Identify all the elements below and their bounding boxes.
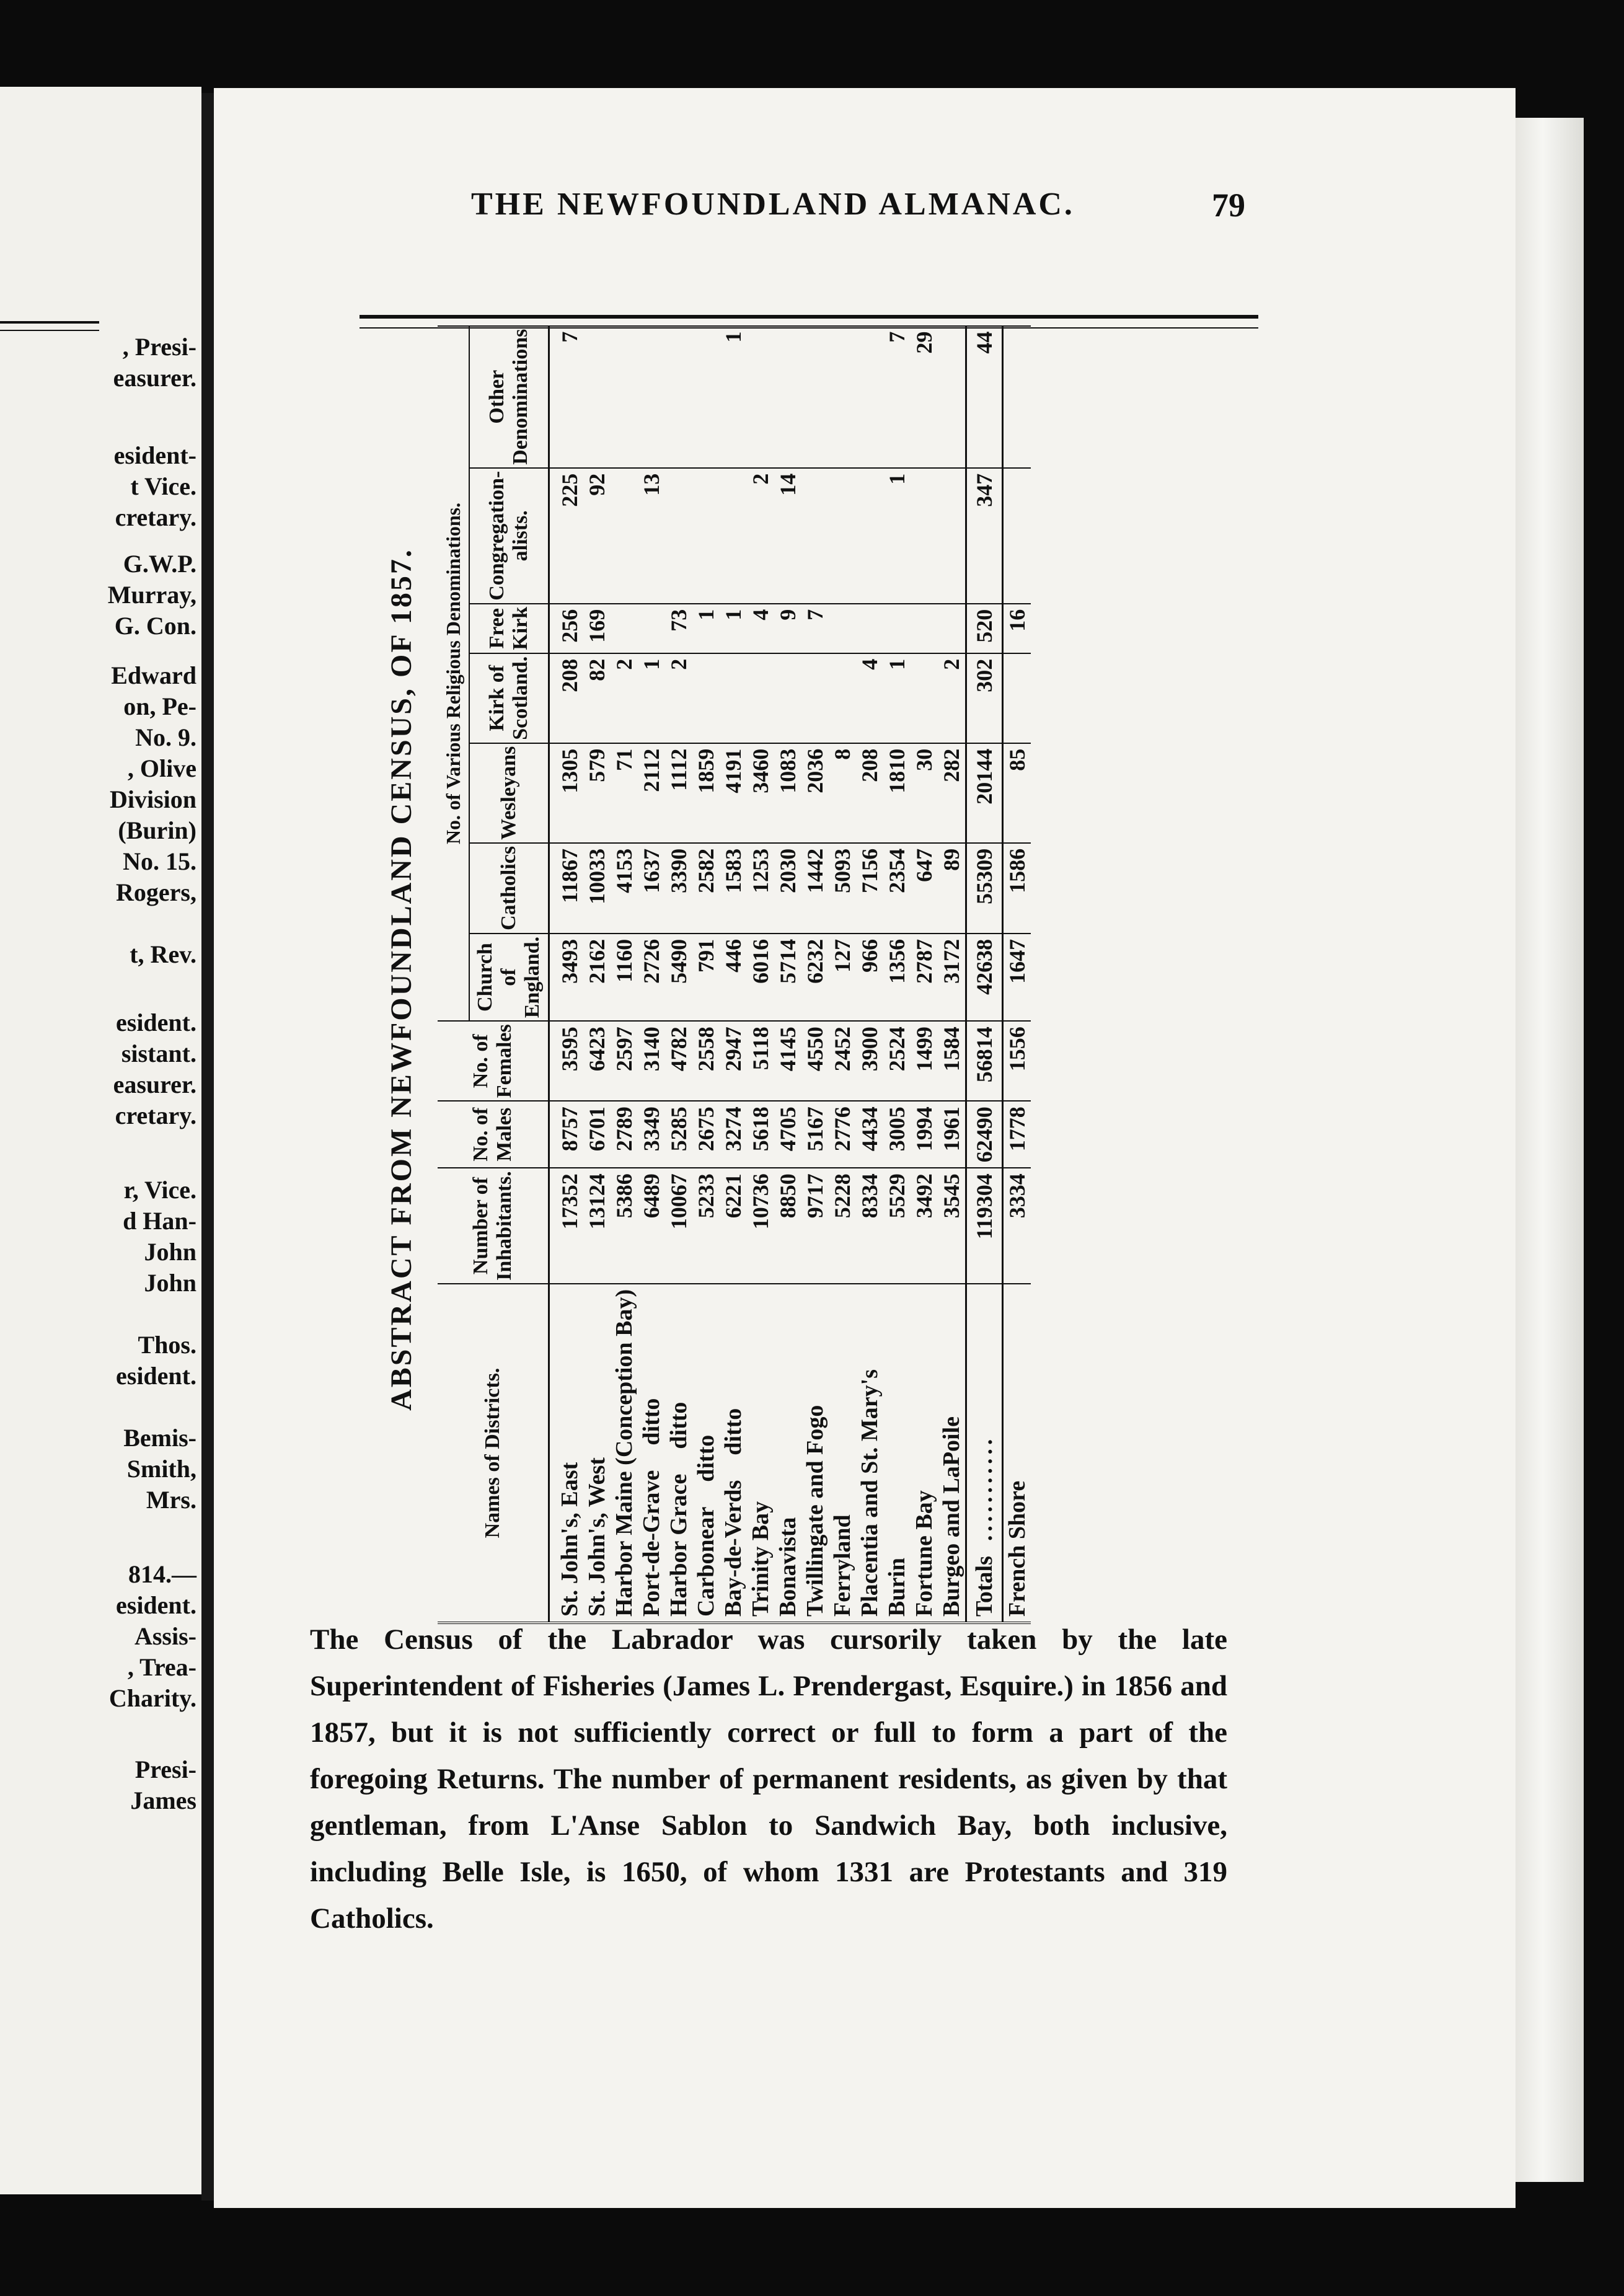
kirk-cell (801, 653, 829, 743)
census-table-rotated (384, 329, 1271, 1624)
kirk-cell (829, 653, 856, 743)
district-name: Ferryland (829, 1514, 855, 1617)
ditto-mark: ditto (693, 1434, 719, 1482)
congregationalists-cell: 13 (638, 468, 665, 604)
page-number: 79 (1212, 187, 1245, 224)
kirk-cell: 2 (665, 653, 692, 743)
district-name: Burgeo and LaPoile (938, 1416, 964, 1617)
females-cell: 1499 (911, 1021, 938, 1101)
catholics-cell: 1442 (801, 843, 829, 934)
inhabitants-cell: 5529 (883, 1168, 911, 1284)
left-page-fragment: esident. (116, 1591, 196, 1619)
district-name: Bay-de-Verds (720, 1480, 746, 1617)
females-cell: 4145 (774, 1021, 801, 1101)
females-cell: 6423 (583, 1021, 611, 1101)
table-title: ABSTRACT FROM NEWFOUNDLAND CENSUS, OF 1857. (385, 548, 418, 1411)
wesleyans-cell: 208 (856, 743, 883, 843)
col-header-congregationalists: Congregation-alists. (469, 468, 549, 604)
free-kirk-cell: 4 (747, 604, 774, 653)
catholics-cell: 1637 (638, 843, 665, 934)
left-page-fragment: (Burin) (118, 816, 196, 844)
district-name: Harbor Grace (666, 1473, 692, 1617)
district-row (856, 326, 883, 1623)
col-header-catholics: Catholics (469, 843, 549, 934)
district-row (665, 326, 692, 1623)
district-name-cell (583, 1284, 611, 1623)
inhabitants-cell: 3545 (938, 1168, 966, 1284)
free-kirk-cell (829, 604, 856, 653)
district-name: Placentia and St. Mary's (857, 1369, 883, 1617)
district-name-cell (966, 1284, 1003, 1623)
inhabitants-cell: 5386 (611, 1168, 638, 1284)
males-cell: 8757 (549, 1101, 584, 1168)
wesleyans-cell: 1810 (883, 743, 911, 843)
district-row (883, 326, 911, 1623)
district-name-cell (938, 1284, 966, 1623)
district-name: Port-de-Grave (638, 1470, 664, 1617)
catholics-cell: 1586 (1003, 843, 1031, 934)
catholics-cell: 55309 (966, 843, 1003, 934)
free-kirk-cell: 256 (549, 604, 584, 653)
other-denominations-cell: 44 (966, 326, 1003, 468)
left-page-fragment: d Han- (123, 1207, 196, 1235)
wesleyans-cell: 30 (911, 743, 938, 843)
males-cell: 2789 (611, 1101, 638, 1168)
congregationalists-cell (692, 468, 720, 604)
kirk-cell (774, 653, 801, 743)
left-page-fragment: t Vice. (130, 472, 196, 500)
inhabitants-cell: 3492 (911, 1168, 938, 1284)
left-page-fragment: sistant. (121, 1040, 196, 1067)
district-row (938, 326, 966, 1623)
district-row (801, 326, 829, 1623)
catholics-cell: 2030 (774, 843, 801, 934)
district-row (829, 326, 856, 1623)
district-row (638, 326, 665, 1623)
running-head: THE NEWFOUNDLAND ALMANAC. (471, 187, 1075, 222)
wesleyans-cell: 20144 (966, 743, 1003, 843)
kirk-cell (1003, 653, 1031, 743)
wesleyans-cell: 2112 (638, 743, 665, 843)
inhabitants-cell: 13124 (583, 1168, 611, 1284)
males-cell: 1778 (1003, 1101, 1031, 1168)
wesleyans-cell: 8 (829, 743, 856, 843)
wesleyans-cell: 3460 (747, 743, 774, 843)
free-kirk-cell: 7 (801, 604, 829, 653)
left-page-fragment: John (144, 1269, 196, 1297)
district-name-cell (856, 1284, 883, 1623)
males-cell: 1994 (911, 1101, 938, 1168)
free-kirk-cell (883, 604, 911, 653)
free-kirk-cell (611, 604, 638, 653)
left-page-fragment: John (144, 1238, 196, 1266)
church-of-england-cell: 2162 (583, 934, 611, 1021)
inhabitants-cell: 17352 (549, 1168, 584, 1284)
other-denominations-cell (692, 326, 720, 468)
col-header-free-kirk: Free Kirk (469, 604, 549, 653)
col-header-males: No. of Males (438, 1101, 549, 1168)
catholics-cell: 89 (938, 843, 966, 934)
catholics-cell: 7156 (856, 843, 883, 934)
kirk-cell: 302 (966, 653, 1003, 743)
males-cell: 2675 (692, 1101, 720, 1168)
inhabitants-cell: 5228 (829, 1168, 856, 1284)
kirk-cell: 208 (549, 653, 584, 743)
catholics-cell: 4153 (611, 843, 638, 934)
church-of-england-cell: 3172 (938, 934, 966, 1021)
church-of-england-cell: 1647 (1003, 934, 1031, 1021)
left-page-fragment: Division (109, 785, 196, 813)
females-cell: 2452 (829, 1021, 856, 1101)
church-of-england-cell: 3493 (549, 934, 584, 1021)
other-denominations-cell (856, 326, 883, 468)
free-kirk-cell: 169 (583, 604, 611, 653)
congregationalists-cell (665, 468, 692, 604)
other-denominations-cell (638, 326, 665, 468)
males-cell: 3005 (883, 1101, 911, 1168)
district-row (774, 326, 801, 1623)
left-page-fragment: r, Vice. (123, 1176, 196, 1204)
catholics-cell: 1583 (720, 843, 747, 934)
other-denominations-cell: 1 (720, 326, 747, 468)
wesleyans-cell: 1112 (665, 743, 692, 843)
congregationalists-cell (1003, 468, 1031, 604)
males-cell: 3349 (638, 1101, 665, 1168)
left-page-rule (0, 321, 99, 331)
district-name: Totals (971, 1556, 997, 1617)
left-page-fragment: Smith, (126, 1455, 196, 1483)
district-name: Trinity Bay (748, 1501, 774, 1617)
inhabitants-cell: 8850 (774, 1168, 801, 1284)
census-table (438, 325, 1031, 1624)
left-page-fragment: easurer. (113, 364, 196, 392)
col-header-other-denominations: Other Denominations (469, 326, 549, 468)
left-page-fragment: 814.— (128, 1560, 196, 1588)
district-name-cell (883, 1284, 911, 1623)
males-cell: 2776 (829, 1101, 856, 1168)
catholics-cell: 5093 (829, 843, 856, 934)
congregationalists-cell (829, 468, 856, 604)
inhabitants-cell: 5233 (692, 1168, 720, 1284)
left-page-fragment: G.W.P. (123, 550, 196, 578)
other-denominations-cell (583, 326, 611, 468)
congregationalists-cell (801, 468, 829, 604)
ditto-mark: ditto (720, 1408, 746, 1455)
col-header-wesleyans: Wesleyans (469, 743, 549, 843)
district-name-cell (638, 1284, 665, 1623)
left-page-fragment: Edward (111, 661, 196, 689)
free-kirk-cell: 16 (1003, 604, 1031, 653)
free-kirk-cell (938, 604, 966, 653)
wesleyans-cell: 1305 (549, 743, 584, 843)
kirk-cell: 82 (583, 653, 611, 743)
district-name-cell (911, 1284, 938, 1623)
church-of-england-cell: 5490 (665, 934, 692, 1021)
free-kirk-cell (638, 604, 665, 653)
other-denominations-cell (611, 326, 638, 468)
free-kirk-cell: 73 (665, 604, 692, 653)
females-cell: 1584 (938, 1021, 966, 1101)
males-cell: 1961 (938, 1101, 966, 1168)
males-cell: 3274 (720, 1101, 747, 1168)
left-page-fragment: Murray, (107, 581, 196, 609)
page-edge (1516, 118, 1584, 2182)
females-cell: 3900 (856, 1021, 883, 1101)
catholics-cell: 2582 (692, 843, 720, 934)
church-of-england-cell: 127 (829, 934, 856, 1021)
congregationalists-cell: 2 (747, 468, 774, 604)
free-kirk-cell: 9 (774, 604, 801, 653)
district-row (720, 326, 747, 1623)
labrador-census-footnote: The Census of the Labrador was cursorily taken by the late Superintendent of Fisheries (James L. Prendergast, Esquire.) in 1856 and 1857, but it is not sufficiently correct or full to form a part of the foregoing Returns. The number of permanent residents, as given by that gentleman, from L'Anse Sablon to Sandwich Bay, both inclusive, including Belle Isle, is 1650, of whom 1331 are Protestants and 319 Catholics. (310, 1623, 1227, 1935)
females-cell: 5118 (747, 1021, 774, 1101)
district-name: Twillingate and Fogo (802, 1405, 828, 1617)
district-name-cell (747, 1284, 774, 1623)
congregationalists-cell: 92 (583, 468, 611, 604)
left-page-fragment: Assis- (134, 1622, 196, 1650)
church-of-england-cell: 6016 (747, 934, 774, 1021)
district-name: Carbonear (693, 1506, 719, 1617)
left-page-fragment: esident- (113, 441, 196, 469)
females-cell: 56814 (966, 1021, 1003, 1101)
french-shore-row (1003, 326, 1031, 1623)
congregationalists-cell (720, 468, 747, 604)
totals-row (966, 326, 1003, 1623)
left-page-fragment: Mrs. (146, 1486, 196, 1514)
females-cell: 4782 (665, 1021, 692, 1101)
catholics-cell: 10033 (583, 843, 611, 934)
district-name: St. John's, West (584, 1457, 610, 1617)
kirk-cell: 1 (638, 653, 665, 743)
kirk-cell (692, 653, 720, 743)
congregationalists-cell (938, 468, 966, 604)
ditto-mark: ditto (666, 1402, 692, 1449)
left-page-fragment: easurer. (113, 1071, 196, 1098)
left-page-fragment: No. 15. (123, 847, 196, 875)
other-denominations-cell (747, 326, 774, 468)
catholics-cell: 3390 (665, 843, 692, 934)
left-page-fragment: cretary. (115, 1102, 196, 1129)
females-cell: 3140 (638, 1021, 665, 1101)
ditto-mark: ditto (638, 1398, 664, 1446)
free-kirk-cell: 1 (720, 604, 747, 653)
wesleyans-cell: 71 (611, 743, 638, 843)
left-page-fragment: , Trea- (127, 1653, 196, 1681)
wesleyans-cell: 1083 (774, 743, 801, 843)
males-cell: 6701 (583, 1101, 611, 1168)
congregationalists-cell: 347 (966, 468, 1003, 604)
females-cell: 2558 (692, 1021, 720, 1101)
wesleyans-cell: 1859 (692, 743, 720, 843)
inhabitants-cell: 8334 (856, 1168, 883, 1284)
females-cell: 3595 (549, 1021, 584, 1101)
wesleyans-cell: 85 (1003, 743, 1031, 843)
district-name: Fortune Bay (911, 1490, 937, 1617)
church-of-england-cell: 791 (692, 934, 720, 1021)
wesleyans-cell: 579 (583, 743, 611, 843)
col-header-church-of-england: Church of England. (469, 934, 549, 1021)
church-of-england-cell: 446 (720, 934, 747, 1021)
dot-leader: ........... (971, 1435, 997, 1542)
district-row (692, 326, 720, 1623)
church-of-england-cell: 966 (856, 934, 883, 1021)
church-of-england-cell: 5714 (774, 934, 801, 1021)
district-row (747, 326, 774, 1623)
left-page-fragment: No. 9. (135, 723, 196, 751)
males-cell: 5167 (801, 1101, 829, 1168)
kirk-cell (720, 653, 747, 743)
left-page-fragment: Rogers, (116, 878, 196, 906)
males-cell: 4705 (774, 1101, 801, 1168)
district-name-cell (774, 1284, 801, 1623)
inhabitants-cell: 3334 (1003, 1168, 1031, 1284)
left-page-fragment: Thos. (138, 1331, 196, 1359)
census-table-body (549, 326, 1031, 1623)
kirk-cell (747, 653, 774, 743)
left-page-fragment: t, Rev. (130, 940, 196, 968)
females-cell: 2524 (883, 1021, 911, 1101)
inhabitants-cell: 10736 (747, 1168, 774, 1284)
group-header-denominations: No. of Various Religious Denominations. (438, 326, 469, 1022)
inhabitants-cell: 9717 (801, 1168, 829, 1284)
col-header-inhabitants: Number of Inhabitants. (438, 1168, 549, 1284)
left-page-fragment: esident. (116, 1362, 196, 1390)
kirk-cell: 1 (883, 653, 911, 743)
church-of-england-cell: 6232 (801, 934, 829, 1021)
district-name-cell (665, 1284, 692, 1623)
kirk-cell (911, 653, 938, 743)
left-page-fragment: cretary. (115, 503, 196, 531)
free-kirk-cell: 1 (692, 604, 720, 653)
inhabitants-cell: 6221 (720, 1168, 747, 1284)
females-cell: 1556 (1003, 1021, 1031, 1101)
left-page-fragment: , Presi- (122, 333, 196, 361)
other-denominations-cell (1003, 326, 1031, 468)
left-page-fragment: , Olive (127, 754, 196, 782)
catholics-cell: 647 (911, 843, 938, 934)
other-denominations-cell (801, 326, 829, 468)
district-row (611, 326, 638, 1623)
wesleyans-cell: 4191 (720, 743, 747, 843)
district-name: Burin (884, 1557, 910, 1617)
congregationalists-cell (911, 468, 938, 604)
other-denominations-cell: 7 (549, 326, 584, 468)
free-kirk-cell: 520 (966, 604, 1003, 653)
left-facing-page (0, 87, 201, 2194)
catholics-cell: 1253 (747, 843, 774, 934)
col-header-districts: Names of Districts. (438, 1284, 549, 1623)
left-page-fragment: James (130, 1786, 196, 1814)
left-page-fragment: Bemis- (123, 1424, 196, 1452)
congregationalists-cell (611, 468, 638, 604)
district-name-cell (549, 1284, 584, 1623)
inhabitants-cell: 6489 (638, 1168, 665, 1284)
left-page-fragment: esident. (116, 1009, 196, 1036)
kirk-cell: 4 (856, 653, 883, 743)
col-header-females: No. of Females (438, 1021, 549, 1101)
congregationalists-cell: 14 (774, 468, 801, 604)
district-name-cell (611, 1284, 638, 1623)
other-denominations-cell: 7 (883, 326, 911, 468)
left-page-fragment: on, Pe- (123, 692, 196, 720)
left-page-fragment: G. Con. (114, 612, 196, 640)
district-name-cell (829, 1284, 856, 1623)
other-denominations-cell: 29 (911, 326, 938, 468)
church-of-england-cell: 2787 (911, 934, 938, 1021)
district-row (549, 326, 584, 1623)
males-cell: 5618 (747, 1101, 774, 1168)
females-cell: 4550 (801, 1021, 829, 1101)
inhabitants-cell: 10067 (665, 1168, 692, 1284)
congregationalists-cell: 1 (883, 468, 911, 604)
females-cell: 2597 (611, 1021, 638, 1101)
wesleyans-cell: 282 (938, 743, 966, 843)
catholics-cell: 11867 (549, 843, 584, 934)
congregationalists-cell (856, 468, 883, 604)
district-name: St. John's, East (557, 1462, 583, 1617)
district-row (911, 326, 938, 1623)
catholics-cell: 2354 (883, 843, 911, 934)
kirk-cell: 2 (611, 653, 638, 743)
males-cell: 4434 (856, 1101, 883, 1168)
district-row (583, 326, 611, 1623)
left-page-fragment: Presi- (135, 1755, 196, 1783)
col-header-kirk-of-scotland: Kirk of Scotland. (469, 653, 549, 743)
other-denominations-cell (774, 326, 801, 468)
kirk-cell: 2 (938, 653, 966, 743)
males-cell: 62490 (966, 1101, 1003, 1168)
free-kirk-cell (911, 604, 938, 653)
district-name-cell (720, 1284, 747, 1623)
district-name-cell (692, 1284, 720, 1623)
church-of-england-cell: 1356 (883, 934, 911, 1021)
church-of-england-cell: 1160 (611, 934, 638, 1021)
district-name: Harbor Maine (Conception Bay) (611, 1289, 637, 1617)
wesleyans-cell: 2036 (801, 743, 829, 843)
district-name-cell (801, 1284, 829, 1623)
females-cell: 2947 (720, 1021, 747, 1101)
other-denominations-cell (829, 326, 856, 468)
congregationalists-cell: 225 (549, 468, 584, 604)
males-cell: 5285 (665, 1101, 692, 1168)
left-page-fragment: Charity. (108, 1684, 196, 1712)
other-denominations-cell (938, 326, 966, 468)
church-of-england-cell: 2726 (638, 934, 665, 1021)
district-name-cell (1003, 1284, 1031, 1623)
church-of-england-cell: 42638 (966, 934, 1003, 1021)
other-denominations-cell (665, 326, 692, 468)
district-name: French Shore (1004, 1480, 1030, 1617)
free-kirk-cell (856, 604, 883, 653)
district-name: Bonavista (775, 1517, 801, 1617)
inhabitants-cell: 119304 (966, 1168, 1003, 1284)
